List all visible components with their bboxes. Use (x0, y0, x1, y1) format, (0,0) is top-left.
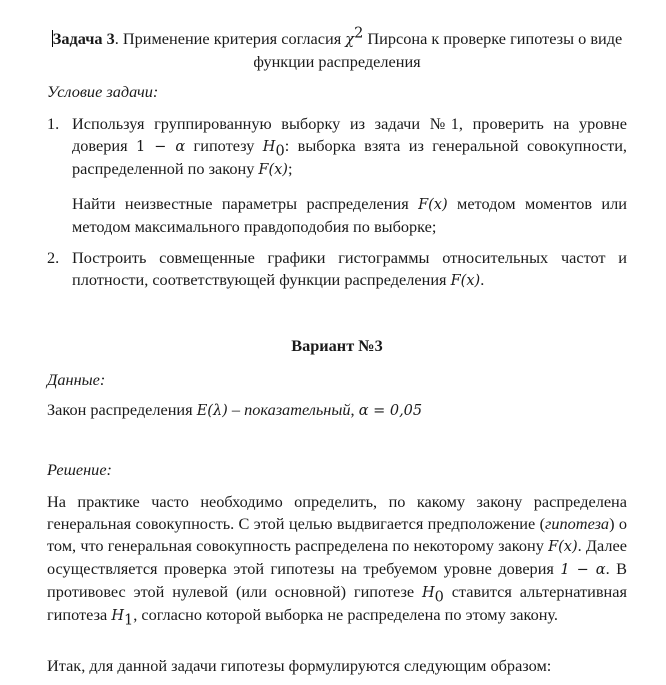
law-name: показательный (244, 400, 351, 419)
text: Построить совмещенные графики гистограммы относительных частот и плотности, соответствующей функции распределения (72, 248, 627, 289)
item-text (72, 113, 627, 181)
math: 1 − (136, 139, 176, 155)
item-text (72, 247, 627, 292)
math: H (421, 585, 435, 601)
text: . Далее осуществляется проверка этой гипотезы на требуемом уровне доверия (47, 536, 627, 578)
math: F(x) (418, 197, 448, 213)
condition-heading: Условие задачи: (47, 82, 159, 101)
text: : выборка взята из генеральной совокупности, распределенной по закону (72, 136, 627, 178)
math: E(λ) (196, 403, 228, 419)
list-item-2 (47, 247, 627, 292)
math: 0 (275, 143, 285, 160)
text: ) о том, что генеральная совокупность распределена по некоторому закону (47, 514, 627, 555)
data-heading: Данные: (47, 370, 106, 389)
title-text: . Применение критерия согласия (114, 29, 346, 48)
text: , (350, 400, 359, 419)
title-text-2: Пирсона к проверке гипотезы о виде функции распределения (253, 29, 623, 71)
chi-symbol: χ (345, 32, 355, 48)
item-paragraph (72, 193, 627, 238)
math: 1 (123, 612, 134, 629)
text: – (227, 400, 245, 419)
math: H (262, 139, 276, 155)
list-item-1 (47, 113, 627, 238)
text: гипотезу (185, 136, 263, 155)
alpha-value: α = 0,05 (358, 403, 423, 419)
text: ; (287, 159, 293, 178)
text: , согласно которой выборка не распределена по этому закону. (133, 605, 558, 624)
text: Используя группированную выборку из задачи №1, проверить на уровне доверия (72, 114, 627, 155)
law-line (47, 399, 627, 422)
title-bold: Задача 3 (52, 29, 115, 48)
math: 1 − α (560, 562, 606, 578)
text: гипотеза (545, 514, 610, 533)
text: ставится альтернативная гипотеза (47, 582, 627, 624)
solution-heading: Решение: (47, 460, 112, 479)
chi-exponent: 2 (354, 25, 364, 42)
text: . В противовес этой нулевой (или основной) гипотезе (47, 559, 627, 601)
text: методом моментов или методом максимального правдоподобия по выборке; (72, 194, 627, 236)
text: Закон распределения (47, 400, 197, 419)
math: F(x) (548, 539, 578, 555)
math: 0 (434, 589, 444, 606)
solution-paragraph (47, 491, 627, 627)
math: H (111, 608, 124, 624)
text: Найти неизвестные параметры распределения (72, 194, 419, 213)
list-number: 1. (47, 114, 60, 133)
text: . (480, 270, 485, 289)
math: α (175, 139, 186, 155)
math: F(x) (258, 162, 288, 178)
task-title (47, 25, 627, 73)
math: F(x) (450, 273, 481, 289)
conclusion-text: Итак, для данной задачи гипотезы формулируются следующим образом: (47, 656, 552, 675)
variant-heading: Вариант №3 (291, 336, 383, 355)
text: На практике часто необходимо определить, по какому закону распределена генеральная совокупность. С этой целью выдвигается предположение ( (47, 492, 627, 533)
list-number: 2. (47, 248, 60, 267)
